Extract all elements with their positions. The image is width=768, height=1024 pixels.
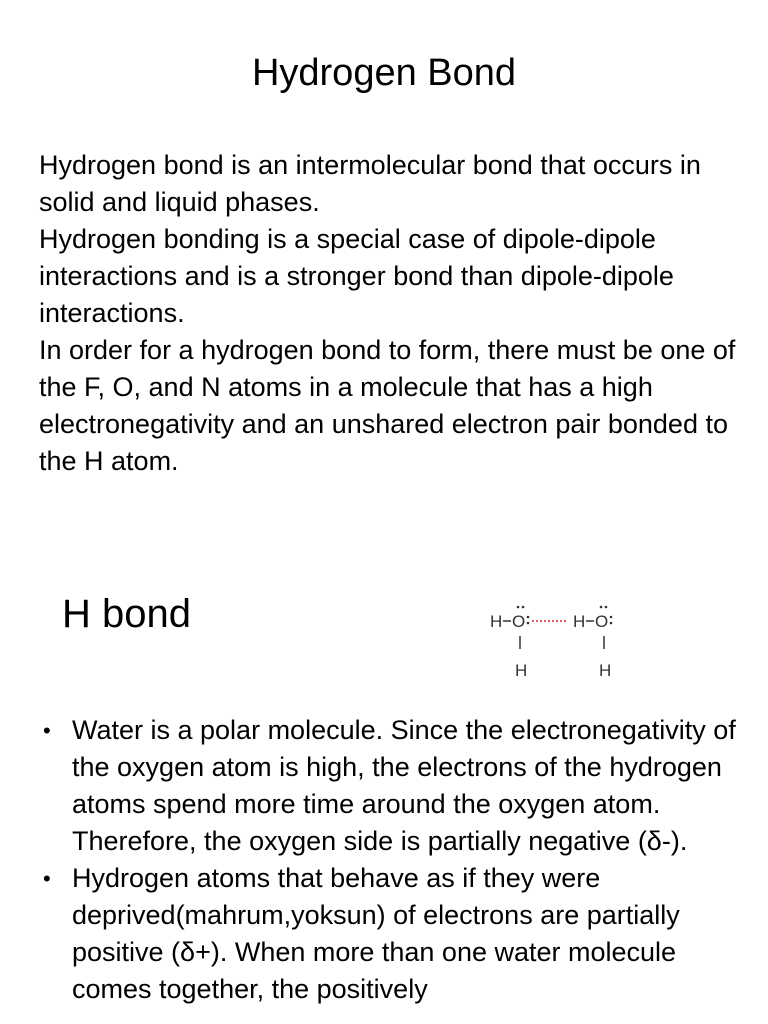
right-o-atom: O (595, 612, 609, 631)
right-bottom-h-atom: H (599, 661, 612, 680)
lone-pair-dot (605, 606, 608, 609)
lone-pair-dot (527, 616, 530, 619)
list-item (40, 860, 740, 1008)
intro-paragraph: In order for a hydrogen bond to form, there must be one of the F, O, and N atoms in a molecule that has a high electronegativity and an unshared electron pair bonded to the H atom. (39, 335, 736, 476)
lone-pair-dot (610, 616, 613, 619)
bullet-text: Hydrogen atoms that behave as if they were deprived(mahrum,yoksun) of electrons are partially positive (δ+). When more than one water molecule comes together, the positively (72, 863, 680, 1004)
intro-text (39, 147, 739, 480)
water-hydrogen-bond-diagram (484, 602, 634, 682)
bullet-icon: • (43, 718, 51, 743)
slide-title: Hydrogen Bond (251, 52, 517, 94)
bullet-icon: • (43, 866, 51, 891)
intro-paragraph: Hydrogen bonding is a special case of dipole-dipole interactions and is a stronger bond than dipole-dipole interactions. (39, 224, 674, 328)
list-item (40, 712, 740, 860)
lone-pair-dot (522, 606, 525, 609)
lone-pair-dot (600, 606, 603, 609)
section-title: H bond (62, 592, 191, 636)
lone-pair-dot (610, 622, 613, 625)
lone-pair-dot (527, 622, 530, 625)
left-h-atom: H (490, 612, 503, 631)
left-o-atom: O (512, 612, 526, 631)
intro-paragraph: Hydrogen bond is an intermolecular bond that occurs in solid and liquid phases. (39, 150, 701, 217)
lone-pair-dot (517, 606, 520, 609)
right-h-atom: H (573, 612, 586, 631)
left-bottom-h-atom: H (515, 661, 528, 680)
bullet-text: Water is a polar molecule. Since the electronegativity of the oxygen atom is high, the electrons of the hydrogen atoms spend more time around the oxygen atom. Therefore, the oxygen side is partially negative (δ-). (72, 715, 736, 856)
bullet-list (40, 712, 740, 1008)
